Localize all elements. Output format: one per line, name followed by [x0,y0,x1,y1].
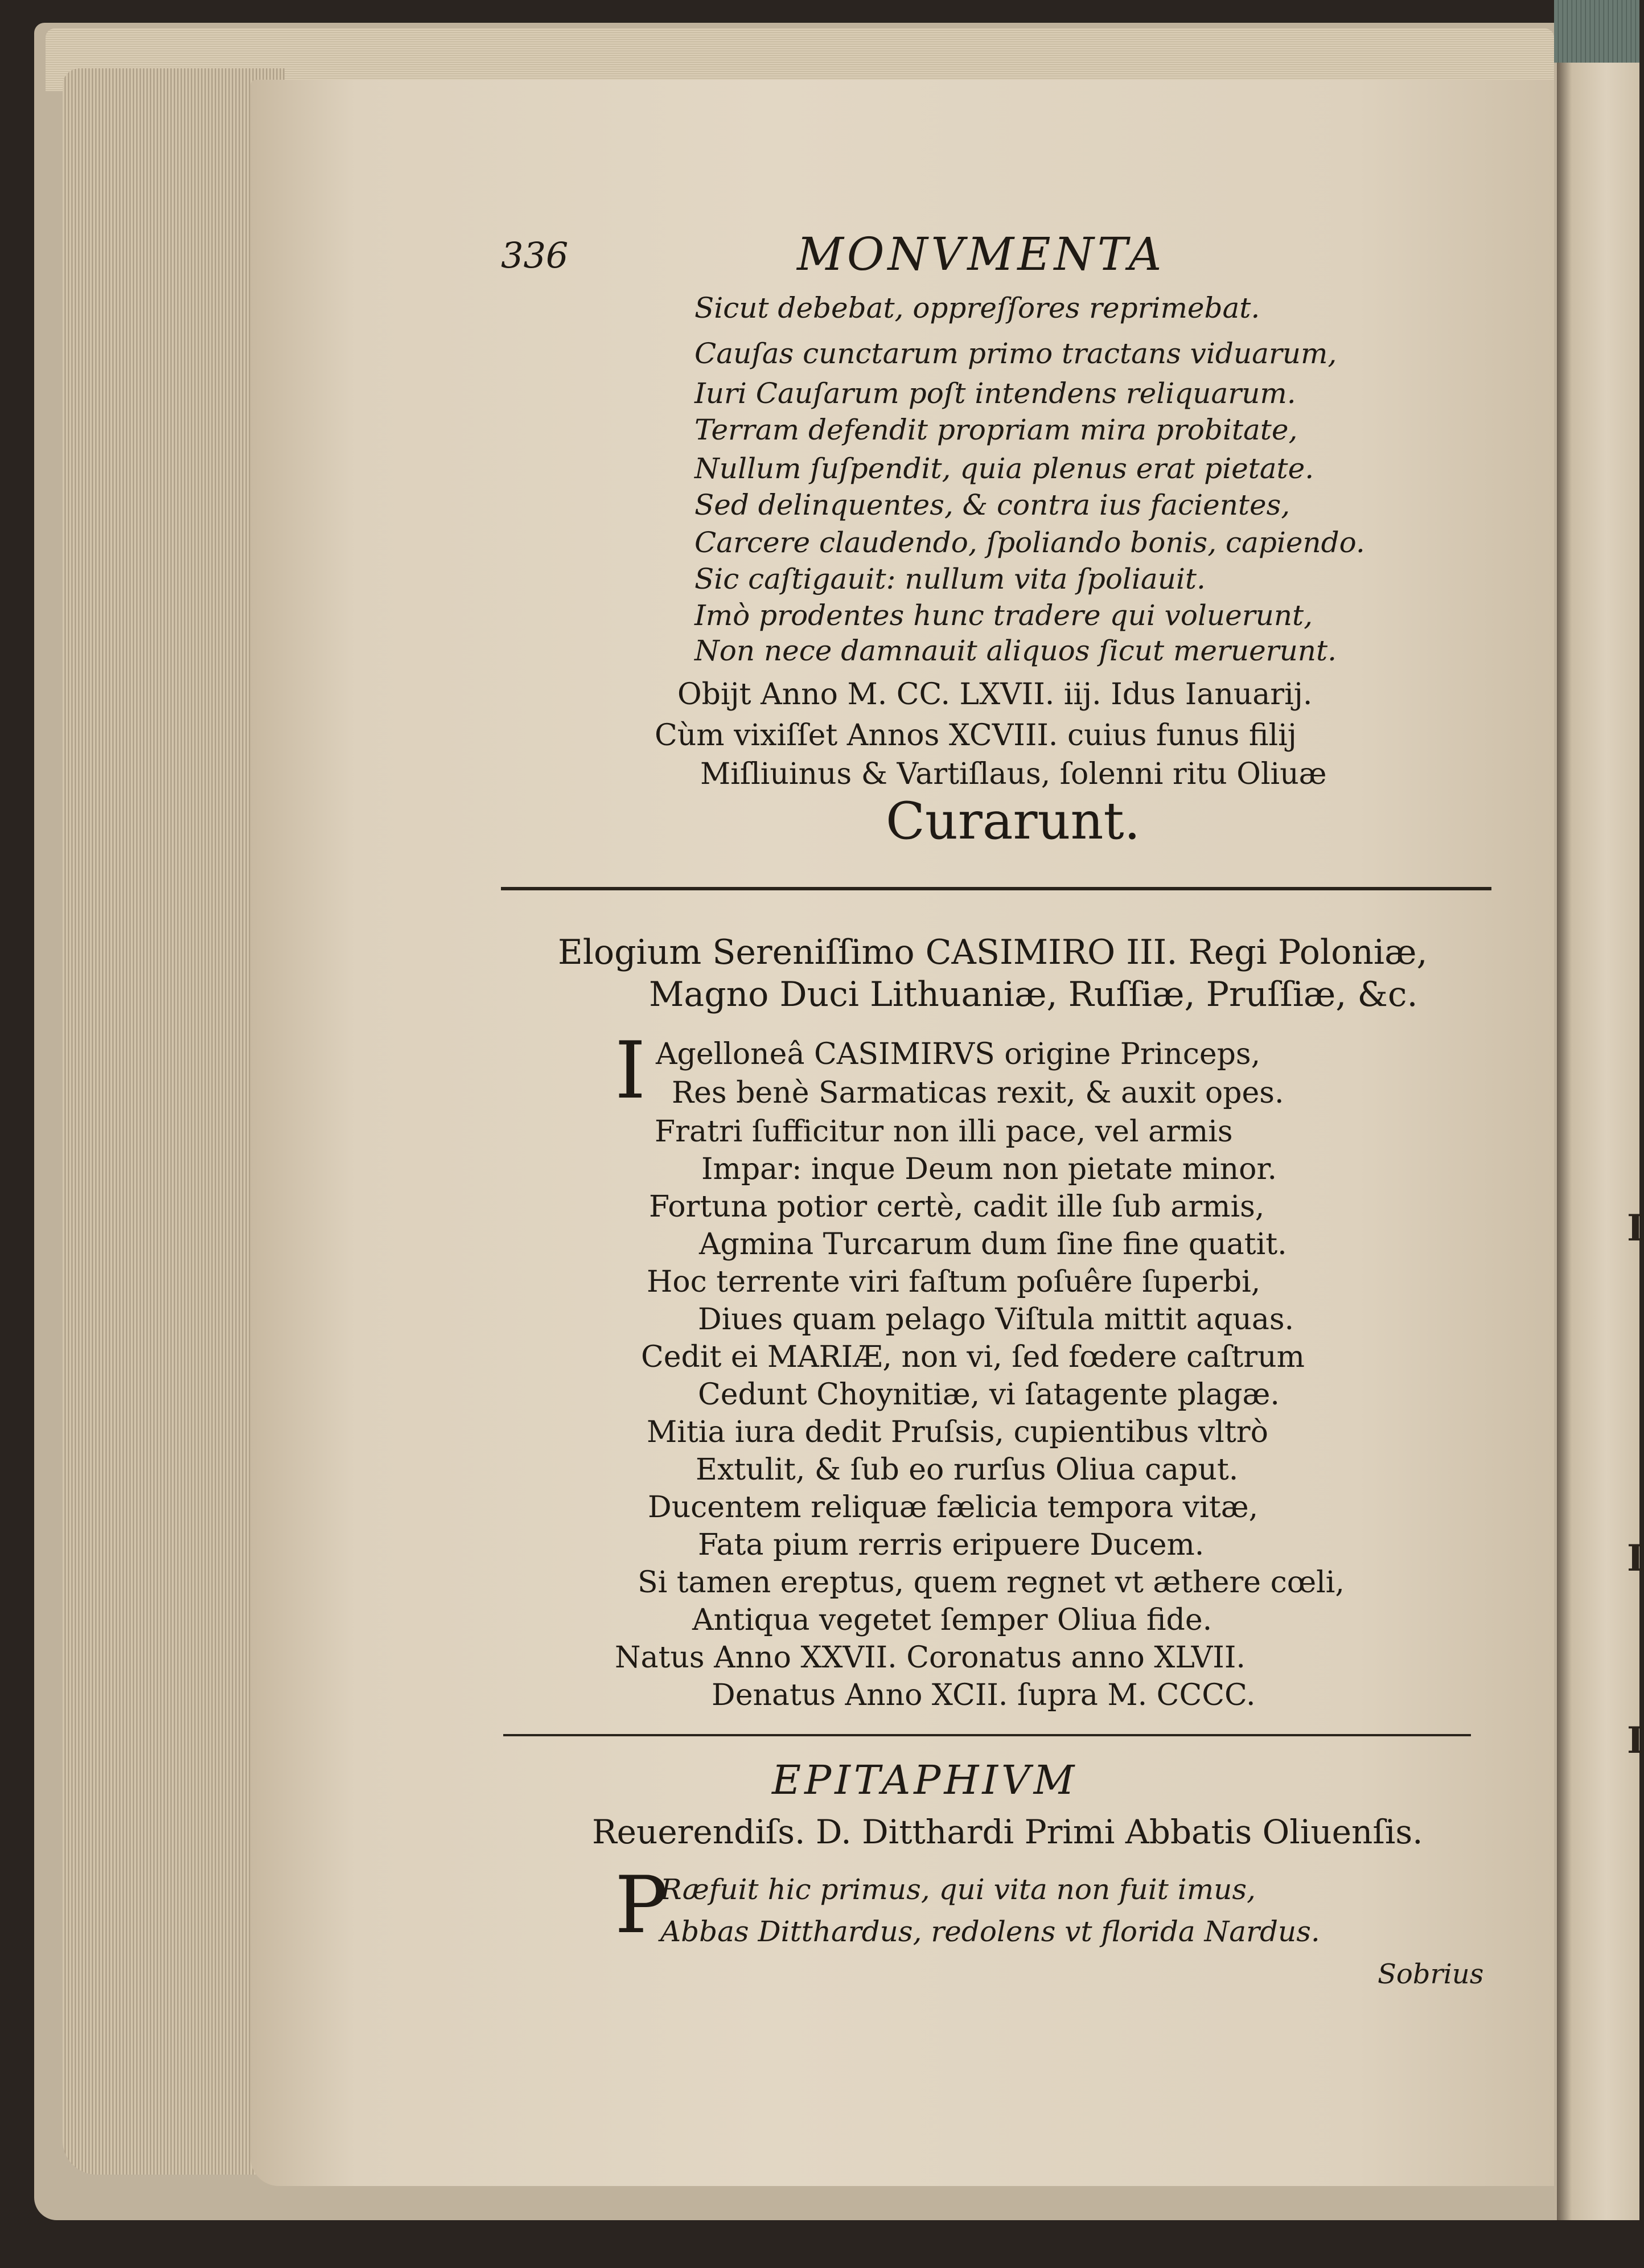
verse-line: Iuri Cauſarum poſt intendens reliquarum. [694,377,1296,410]
verse-line: Nullum ſuſpendit, quia plenus erat pietate. [694,452,1314,485]
verse-line: Sed delinquentes, & contra ius facientes, [694,488,1290,521]
poem-line: Denatus Anno XCII. ſupra M. CCCC. [712,1678,1256,1712]
verse-line: Cauſas cunctarum primo tractans viduarum, [694,337,1337,370]
poem-line: Hoc terrente viri faſtum poſuêre ſuperbi, [647,1265,1261,1299]
facing-page-text-fragment: I [1627,1537,1644,1580]
verse-line: Sicut debebat, oppreſſores reprimebat. [694,291,1260,324]
verse-line: Imò prodentes hunc tradere qui voluerunt, [694,599,1313,632]
section-divider [501,887,1491,890]
poem-line: Ducentem reliquæ fælicia tempora vitæ, [648,1490,1259,1525]
poem-line: Mitia iura dedit Pruſsis, cupientibus vltrò [647,1415,1268,1449]
epitaph-title: EPITAPHIVM [772,1757,1078,1803]
drop-capital: P [615,1859,668,1951]
verse-line: Sic caſtigauit: nullum vita ſpoliauit. [694,562,1206,595]
poem-line: Extulit, & ſub eo rurſus Oliua caput. [696,1453,1239,1487]
poem-line: Diues quam pelago Viſtula mittit aquas. [698,1303,1294,1337]
epitaph-line: Ræfuit hic primus, qui vita non fuit imus, [660,1873,1256,1906]
facing-page-text-fragment: I [1627,1719,1644,1762]
poem-line: Fortuna potior certè, cadit ille ſub armis, [649,1190,1265,1224]
elogium-heading: Elogium Sereniſſimo CASIMIRO III. Regi Poloniæ, [558,932,1428,972]
poem-line: Cedit ei MARIÆ, non vi, ſed fœdere caſtrum [641,1340,1305,1374]
verse-line: Terram defendit propriam mira probitate, [694,413,1298,446]
section-divider [503,1734,1471,1736]
obit-line: Obijt Anno M. CC. LXVII. iij. Idus Ianuarij. [677,677,1313,712]
obit-line: Cùm vixiſſet Annos XCVIII. cuius funus filij [655,718,1297,753]
facing-page-text-fragment: I [1627,1207,1644,1250]
epitaph-line: Abbas Ditthardus, redolens vt florida Nardus. [660,1915,1320,1948]
poem-line: Res benè Sarmaticas rexit, & auxit opes. [672,1076,1284,1110]
verse-line: Non nece damnauit aliquos ſicut meruerunt. [694,634,1337,667]
poem-line: Impar: inque Deum non pietate minor. [701,1152,1277,1186]
page-number: 336 [501,235,569,276]
poem-line: Agmina Turcarum dum ſine fine quatit. [699,1227,1287,1262]
poem-line: Cedunt Choynitiæ, vi ſatagente plagæ. [698,1378,1280,1412]
poem-line: Antiqua vegetet ſemper Oliua fide. [692,1603,1213,1637]
poem-line: Agelloneâ CASIMIRVS origine Princeps, [656,1037,1261,1071]
catchword: Sobrius [1378,1958,1484,1990]
drop-capital: I [615,1025,646,1116]
obit-final: Curarunt. [886,791,1141,851]
elogium-heading: Magno Duci Lithuaniæ, Ruſſiæ, Pruſſiæ, &c. [649,975,1418,1014]
verse-line: Carcere claudendo, ſpoliando bonis, capiendo. [694,526,1365,559]
poem-line: Fata pium rerris eripuere Ducem. [698,1528,1205,1562]
poem-line: Si tamen ereptus, quem regnet vt æthere cœli, [638,1566,1345,1600]
poem-line: Natus Anno XXVII. Coronatus anno XLVII. [615,1641,1246,1675]
poem-line: Fratri ſufficitur non illi pace, vel armis [655,1115,1233,1149]
running-head: MONVMENTA [797,228,1165,281]
epitaph-subtitle: Reuerendiſs. D. Ditthardi Primi Abbatis Oliuenſis. [592,1813,1423,1851]
binding-thread [1554,0,1639,63]
obit-line: Miſliuinus & Vartiſlaus, ſolenni ritu Oliuæ [700,757,1327,791]
facing-page-edge [1557,46,1639,2220]
